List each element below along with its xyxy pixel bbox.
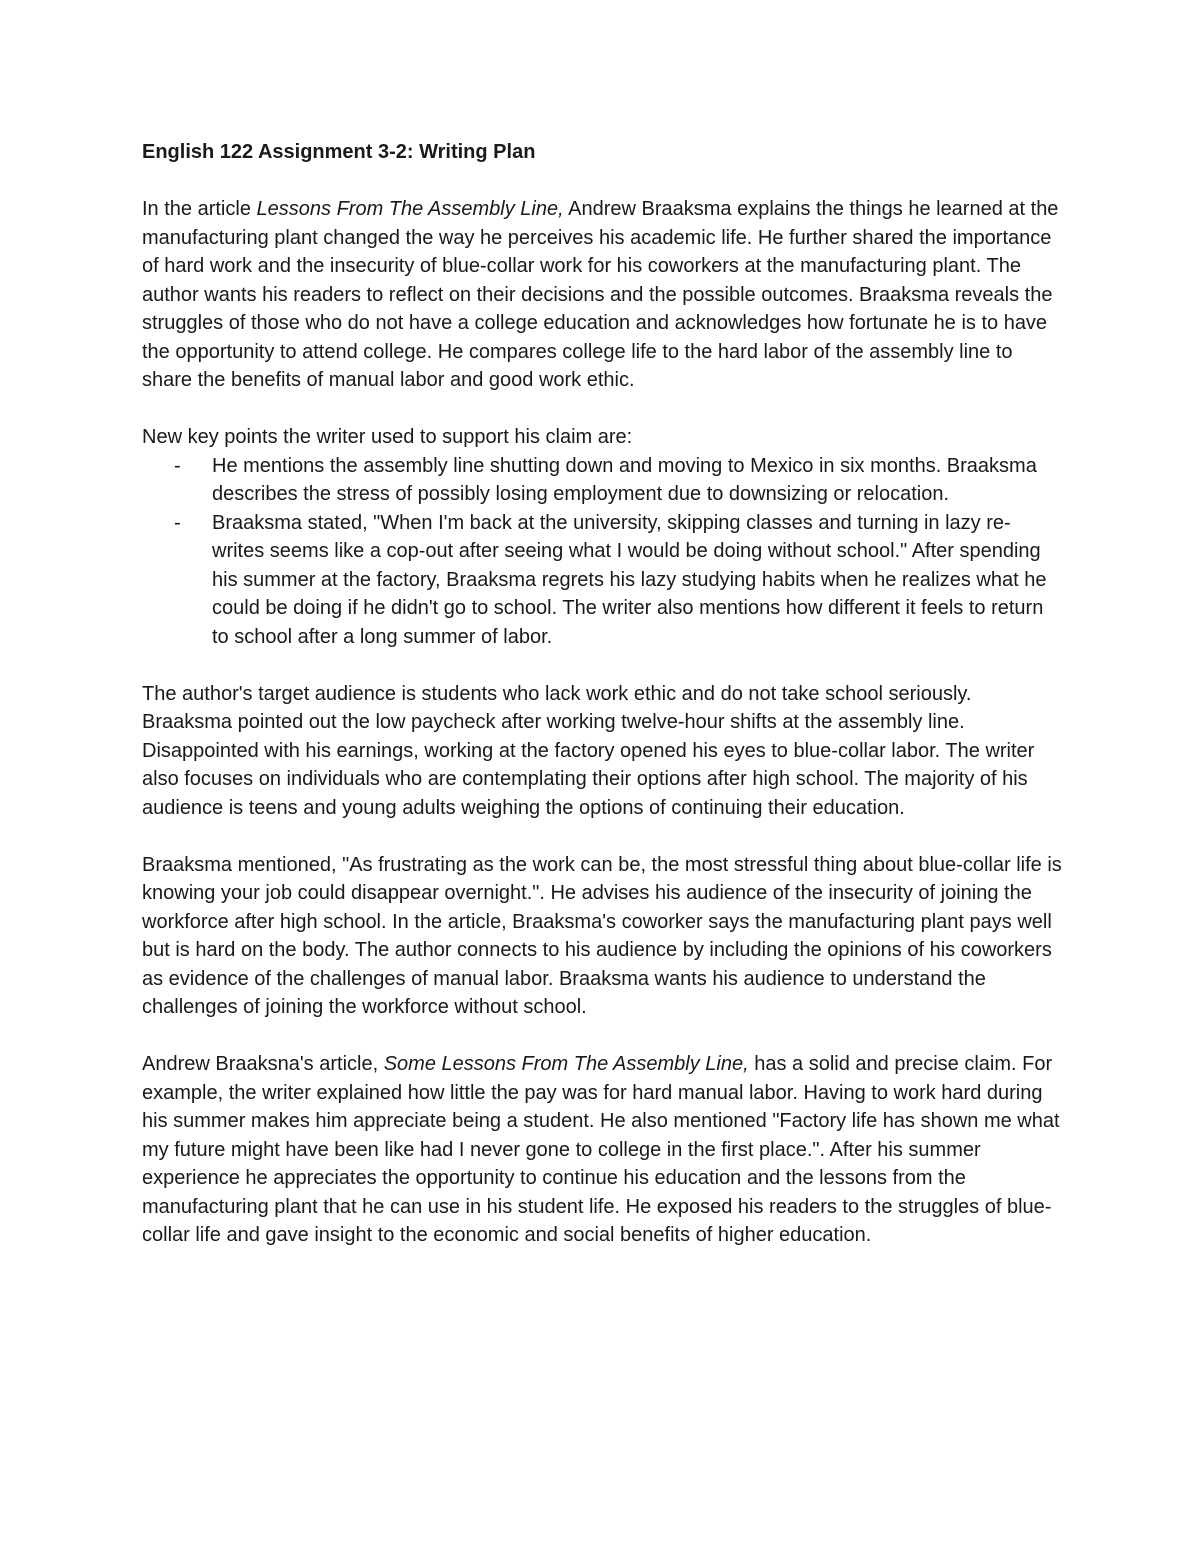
intro-text-rest: Andrew Braaksma explains the things he learned at the manufacturing plant changed the way he perceives his academic life. He further shared the importance of hard work and the insecurity of blue-collar work for his coworkers at the manufacturing plant. The author wants his readers to reflect on their decisions and the possible outcomes. Braaksma reveals the struggles of those who do not have a college education and acknowledges how fortunate he is to have the opportunity to attend college. He compares college life to the hard labor of the assembly line to share the benefits of manual labor and good work ethic. — [142, 198, 1059, 391]
quote-paragraph: Braaksma mentioned, "As frustrating as the work can be, the most stressful thing about blue-collar life is knowing your job could disappear overnight.". He advises his audience of the insecurity of joining the workforce after high school. In the article, Braaksma's coworker says the manufacturing plant pays well but is hard on the body. The author connects to his audience by including the opinions of his coworkers as evidence of the challenges of manual labor. Braaksma wants his audience to understand the challenges of joining the workforce without school. — [142, 853, 1062, 1018]
key-point-text: Braaksma stated, "When I'm back at the university, skipping classes and turning in lazy re-writes seems like a cop-out after seeing what I would be doing without school." After spending his summer at the factory, Braaksma regrets his lazy studying habits when he realizes what he could be doing if he didn't go to school. The writer also mentions how different it feels to return to school after a long summer of labor. — [212, 511, 1047, 648]
key-point-item — [142, 509, 1062, 652]
audience-paragraph: The author's target audience is students who lack work ethic and do not take school seriously. Braaksma pointed out the low paycheck after working twelve-hour shifts at the assembly line. Disappointed with his earnings, working at the factory opened his eyes to blue-collar labor. The writer also focuses on individuals who are contemplating their options after high school. The majority of his audience is teens and young adults weighing the options of continuing their education. — [142, 682, 1035, 819]
conclusion-text-start: Andrew Braaksna's article, — [142, 1053, 384, 1075]
article-title-italic: Some Lessons From The Assembly Line, — [383, 1053, 749, 1075]
key-points-heading: New key points the writer used to support his claim are: — [142, 426, 633, 448]
key-point-text: He mentions the assembly line shutting down and moving to Mexico in six months. Braaksma describes the stress of possibly losing employment due to downsizing or relocation. — [212, 454, 1037, 505]
intro-paragraph — [142, 195, 1062, 395]
list-dash-marker: - — [174, 511, 181, 534]
document-page — [142, 138, 1062, 1278]
list-dash-marker: - — [174, 454, 181, 477]
key-point-item — [142, 452, 1062, 509]
conclusion-paragraph — [142, 1050, 1062, 1250]
conclusion-text-rest: has a solid and precise claim. For example, the writer explained how little the pay was for hard manual labor. Having to work hard during his summer makes him appreciate being a student. He also mentioned "Factory life has shown me what my future might have been like had I never gone to college in the first place.". After his summer experience he appreciates the opportunity to continue his education and the lessons from the manufacturing plant that he can use in his student life. He exposed his readers to the struggles of blue-collar life and gave insight to the economic and social benefits of higher education. — [142, 1053, 1060, 1246]
document-title: English 122 Assignment 3-2: Writing Plan — [142, 141, 536, 163]
article-title-italic: Lessons From The Assembly Line, — [256, 198, 564, 220]
intro-text-start: In the article — [142, 198, 257, 220]
key-points-list — [142, 452, 1062, 652]
